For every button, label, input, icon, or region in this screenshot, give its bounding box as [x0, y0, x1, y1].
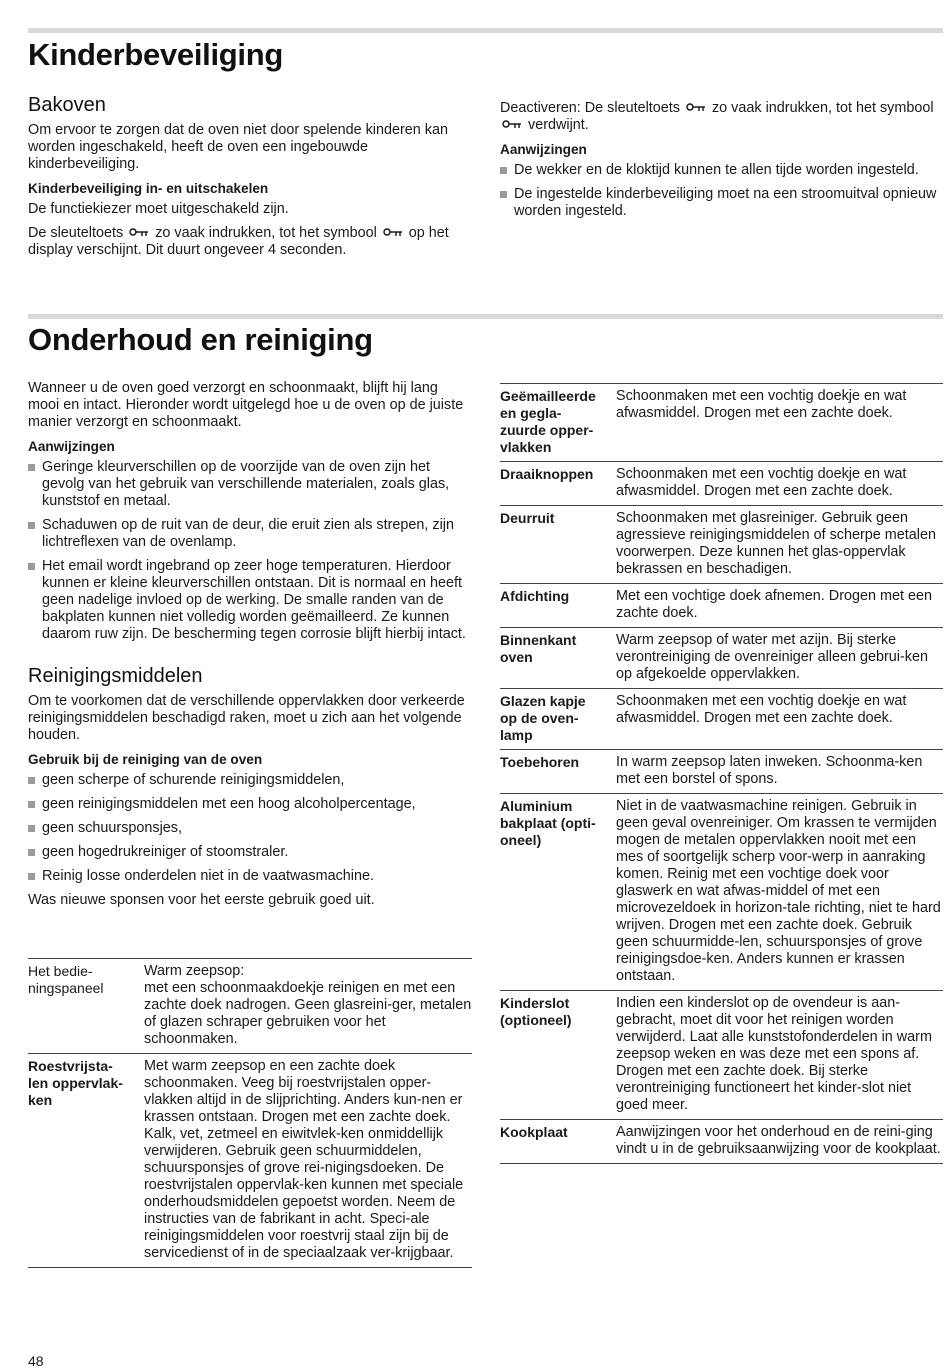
key-icon [502, 119, 522, 129]
table-cell-part: Roestvrijsta- len oppervlak- ken [28, 1054, 144, 1268]
table-cell-instruction: Aanwijzingen voor het onderhoud en de reini-ging vindt u in de gebruiksaanwijzing voor de kookplaat. [616, 1120, 943, 1164]
table-cell-instruction: Schoonmaken met glasreiniger. Gebruik geen agressieve reinigingsmiddelen of scherpe metalen voorwerpen. Deze kunnen het glas-oppervlak bekrassen en beschadigen. [616, 506, 943, 584]
table-cell-instruction: Schoonmaken met een vochtig doekje en wat afwasmiddel. Drogen met een zachte doek. [616, 462, 943, 506]
maintenance-left-column [28, 380, 472, 916]
cleaners-use-heading: Gebruik bij de reiniging van de oven [28, 752, 263, 767]
section-rule-top [28, 28, 943, 33]
table-cell-instruction: Niet in de vaatwasmachine reinigen. Gebruik in geen geval ovenreiniger. Om krassen te vermijden mogen de metalen oppervlakken nooit met een mes of soortgelijk scherp voor-werp in aanraking komen. Reinig met een vochtige doek voor glaswerk en wat afwas-middel of met een microvezeldoek in horizon-tale richting, niet te hard wrijven. Drogen met een zachte doek. Gebruik geen schuurmidde-len, schuursponsjes of grove reinigingsdoe-ken. Anders kunnen er krassen ontstaan. [616, 794, 943, 991]
table-cell-instruction: Met een vochtige doek afnemen. Drogen met een zachte doek. [616, 584, 943, 628]
table-cell-instruction: Schoonmaken met een vochtig doekje en wat afwasmiddel. Drogen met een zachte doek. [616, 384, 943, 462]
key-icon [129, 227, 149, 237]
key-icon [383, 227, 403, 237]
sponge-note: Was nieuwe sponsen voor het eerste gebruik goed uit. [28, 892, 375, 908]
table-row [500, 384, 943, 462]
child-lock-left-column [28, 94, 472, 266]
list-item: geen hogedrukreiniger of stoomstraler. [28, 844, 472, 861]
table-row [28, 959, 472, 1054]
list-item: De wekker en de kloktijd kunnen te allen tijde worden ingesteld. [500, 162, 943, 179]
maintenance-notes-list [28, 459, 472, 643]
table-cell-instruction: Met warm zeepsop en een zachte doek schoonmaken. Veeg bij roestvrijstalen opper-vlakken altijd in de slijprichting. Anders kun-nen er krassen ontstaan. Drogen met een zachte doek. Kalk, vet, zetmeel en eiwitvlek-ken onmiddellijk verwijderen. Gebruik geen schuurmiddelen, schuursponsjes of grove rei-nigingsdoeken. De roestvrijstalen oppervlak-ken kunnen met speciale onderhoudsmiddelen gepoetst worden. Neem de instructies van de fabrikant in acht. Speci-ale reinigingsmiddelen voor roestvrij staal zijn bij de servicedienst of in de speciaalzaak ver-krijgbaar. [144, 1054, 472, 1268]
table-cell-instruction: Warm zeepsop of water met azijn. Bij sterke verontreiniging de ovenreiniger alleen gebrui-ken op afgekoelde oppervlakken. [616, 628, 943, 689]
table-row [500, 1120, 943, 1164]
list-item: geen scherpe of schurende reinigingsmiddelen, [28, 772, 472, 789]
table-row [500, 689, 943, 750]
list-item: Het email wordt ingebrand op zeer hoge temperaturen. Hierdoor kunnen er kleine kleurverschillen ontstaan. Dit is normaal en heeft geen nadelige invloed op de werking. De smalle randen van de bakplaten kunnen niet volledig worden geëmailleerd. Ze kunnen daarom ruw zijn. De bescherming tegen corrosie blijft hierbij intact. [28, 558, 472, 643]
table-cell-part: Afdichting [500, 584, 616, 628]
table-row [500, 584, 943, 628]
deactivate-text [500, 100, 943, 134]
heading-cleaners: Reinigingsmiddelen [28, 665, 203, 687]
child-lock-notes-heading: Aanwijzingen [500, 142, 587, 157]
table-cell-part: Draaiknoppen [500, 462, 616, 506]
child-lock-notes-list [500, 162, 943, 220]
table-cell-instruction: Indien een kinderslot op de ovendeur is aan-gebracht, moet dit voor het reinigen worden verwijderd. Laat alle kunststofonderdelen in warm zeepsop weken en was deze met een spons af. Drogen met een zachte doek. Bij sterke verontreiniging functioneert het kinder-slot niet goed meer. [616, 991, 943, 1120]
heading-oven: Bakoven [28, 94, 106, 116]
table-cell-instruction: Warm zeepsop: met een schoonmaakdoekje reinigen en met een zachte doek nadrogen. Geen glasreini-ger, metalen of glazen schraper gebruiken voor het schoonmaken. [144, 959, 472, 1054]
table-cell-part: Toebehoren [500, 750, 616, 794]
oven-intro: Om ervoor te zorgen dat de oven niet door spelende kinderen kan worden ingeschakeld, heeft de oven een ingebouwde kinderbeveiliging. [28, 122, 448, 172]
deact-part-b: zo vaak indrukken, tot het symbool [711, 100, 934, 116]
key-icon [686, 102, 706, 112]
table-cell-part: Geëmailleerde en gegla- zuurde opper- vlakken [500, 384, 616, 462]
cleaners-intro: Om te voorkomen dat de verschillende oppervlakken door verkeerde reinigingsmiddelen beschadigd raken, moet u zich aan het volgende houden. [28, 693, 465, 743]
table-row [28, 1054, 472, 1268]
table-row [500, 506, 943, 584]
list-item: De ingestelde kinderbeveiliging moet na een stroomuitval opnieuw worden ingesteld. [500, 186, 943, 220]
title-maintenance: Onderhoud en reiniging [28, 322, 373, 357]
table-row [500, 991, 943, 1120]
toggle-step-1: De functiekiezer moet uitgeschakeld zijn. [28, 201, 289, 217]
cleaning-table-left [28, 958, 472, 1268]
table-row [500, 794, 943, 991]
step2-part-c: op het display verschijnt. Dit duurt ongeveer 4 seconden. [28, 225, 449, 258]
list-item: geen reinigingsmiddelen met een hoog alcoholpercentage, [28, 796, 472, 813]
deact-part-c: verdwijnt. [528, 117, 589, 133]
table-row [500, 750, 943, 794]
table-cell-part: Het bedie- ningspaneel [28, 959, 144, 1054]
cleaning-table-right [500, 383, 943, 1164]
table-cell-part: Binnenkant oven [500, 628, 616, 689]
step2-part-b: zo vaak indrukken, tot het symbool [155, 225, 377, 241]
table-cell-part: Glazen kapje op de oven- lamp [500, 689, 616, 750]
table-cell-part: Aluminium bakplaat (opti- oneel) [500, 794, 616, 991]
list-item: Schaduwen op de ruit van de deur, die eruit zien als strepen, zijn lichtreflexen van de ovenlamp. [28, 517, 472, 551]
table-row [500, 462, 943, 506]
table-row [500, 628, 943, 689]
toggle-step-2 [28, 225, 472, 259]
table-cell-instruction: In warm zeepsop laten inweken. Schoonma-ken met een borstel of spons. [616, 750, 943, 794]
cleaners-rules-list [28, 772, 472, 885]
section-rule-maintenance [28, 314, 943, 319]
table-cell-part: Kookplaat [500, 1120, 616, 1164]
title-child-lock: Kinderbeveiliging [28, 37, 283, 72]
list-item: Reinig losse onderdelen niet in de vaatwasmachine. [28, 868, 472, 885]
table-cell-instruction: Schoonmaken met een vochtig doekje en wat afwasmiddel. Drogen met een zachte doek. [616, 689, 943, 750]
table-cell-part: Kinderslot (optioneel) [500, 991, 616, 1120]
list-item: Geringe kleurverschillen op de voorzijde van de oven zijn het gevolg van het gebruik van verschillende materialen, zoals glas, kunststof en metaal. [28, 459, 472, 510]
child-lock-right-column [500, 100, 943, 227]
deact-part-a: Deactiveren: De sleuteltoets [500, 100, 680, 116]
maintenance-intro: Wanneer u de oven goed verzorgt en schoonmaakt, blijft hij lang mooi en intact. Hieronder wordt uitgelegd hoe u de oven op de juiste manier verzorgt en schoonmaakt. [28, 380, 464, 430]
toggle-heading: Kinderbeveiliging in- en uitschakelen [28, 181, 269, 196]
maintenance-notes-heading: Aanwijzingen [28, 439, 115, 454]
step2-part-a: De sleuteltoets [28, 225, 124, 241]
page-number: 48 [28, 1353, 44, 1369]
table-cell-part: Deurruit [500, 506, 616, 584]
list-item: geen schuursponsjes, [28, 820, 472, 837]
